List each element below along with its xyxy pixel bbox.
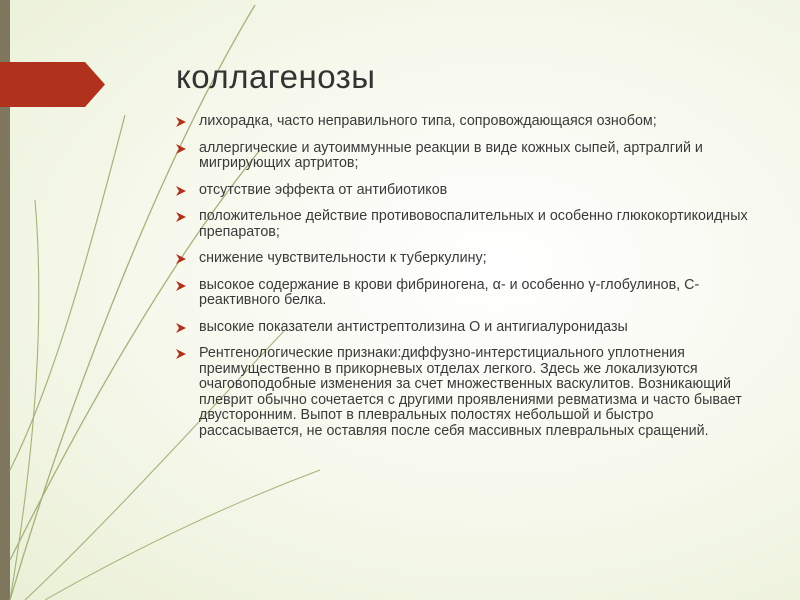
bullet-item <box>174 183 749 199</box>
slide-title: коллагенозы <box>176 58 376 95</box>
bullet-item <box>174 251 749 267</box>
arrowhead-bullet-icon <box>176 144 186 154</box>
bullet-text: положительное действие противовоспалительных и особенно глюкокортикоидных препаратов; <box>199 208 748 240</box>
arrowhead-bullet-icon <box>176 212 186 222</box>
arrowhead-bullet-icon <box>176 323 186 333</box>
bullet-text: высокое содержание в крови фибриногена, α- и особенно γ-глобулинов, С-реактивного белка. <box>199 276 700 308</box>
bullet-item <box>174 278 749 309</box>
bullet-item <box>174 209 749 240</box>
bullet-item <box>174 320 749 336</box>
bullet-text: высокие показатели антистрептолизина О и антигиалуронидазы <box>199 318 628 335</box>
bullet-text: отсутствие эффекта от антибиотиков <box>199 181 448 198</box>
arrowhead-bullet-icon <box>176 281 186 291</box>
bullet-item <box>174 346 749 439</box>
arrowhead-bullet-icon <box>176 349 186 359</box>
arrowhead-bullet-icon <box>176 186 186 196</box>
bullet-item <box>174 114 749 130</box>
bullet-text: аллергические и аутоиммунные реакции в виде кожных сыпей, артралгий и мигрирующих артритов; <box>199 139 703 171</box>
arrowhead-bullet-icon <box>176 254 186 264</box>
bullet-text: снижение чувствительности к туберкулину; <box>199 250 487 266</box>
bullet-text: Рентгенологические признаки:диффузно-интерстициального уплотнения преимущественно в прикорневых отделах легкого. Здесь же локализуются очаговоподобные изменения за счет множественных васкулитов. Возникающий плеврит обычно сочетается с другими проявлениями ревматизма и часто бывает двусторонним. Выпот в плевральных полостях небольшой и быстро рассасывается, не оставляя после себя массивных плевральных сращений. <box>199 345 742 439</box>
title-accent-arrow <box>0 62 105 107</box>
bullet-list <box>174 114 749 450</box>
bullet-text: лихорадка, часто неправильного типа, сопровождающаяся ознобом; <box>199 113 657 129</box>
arrowhead-bullet-icon <box>176 117 186 127</box>
bullet-item <box>174 141 749 172</box>
